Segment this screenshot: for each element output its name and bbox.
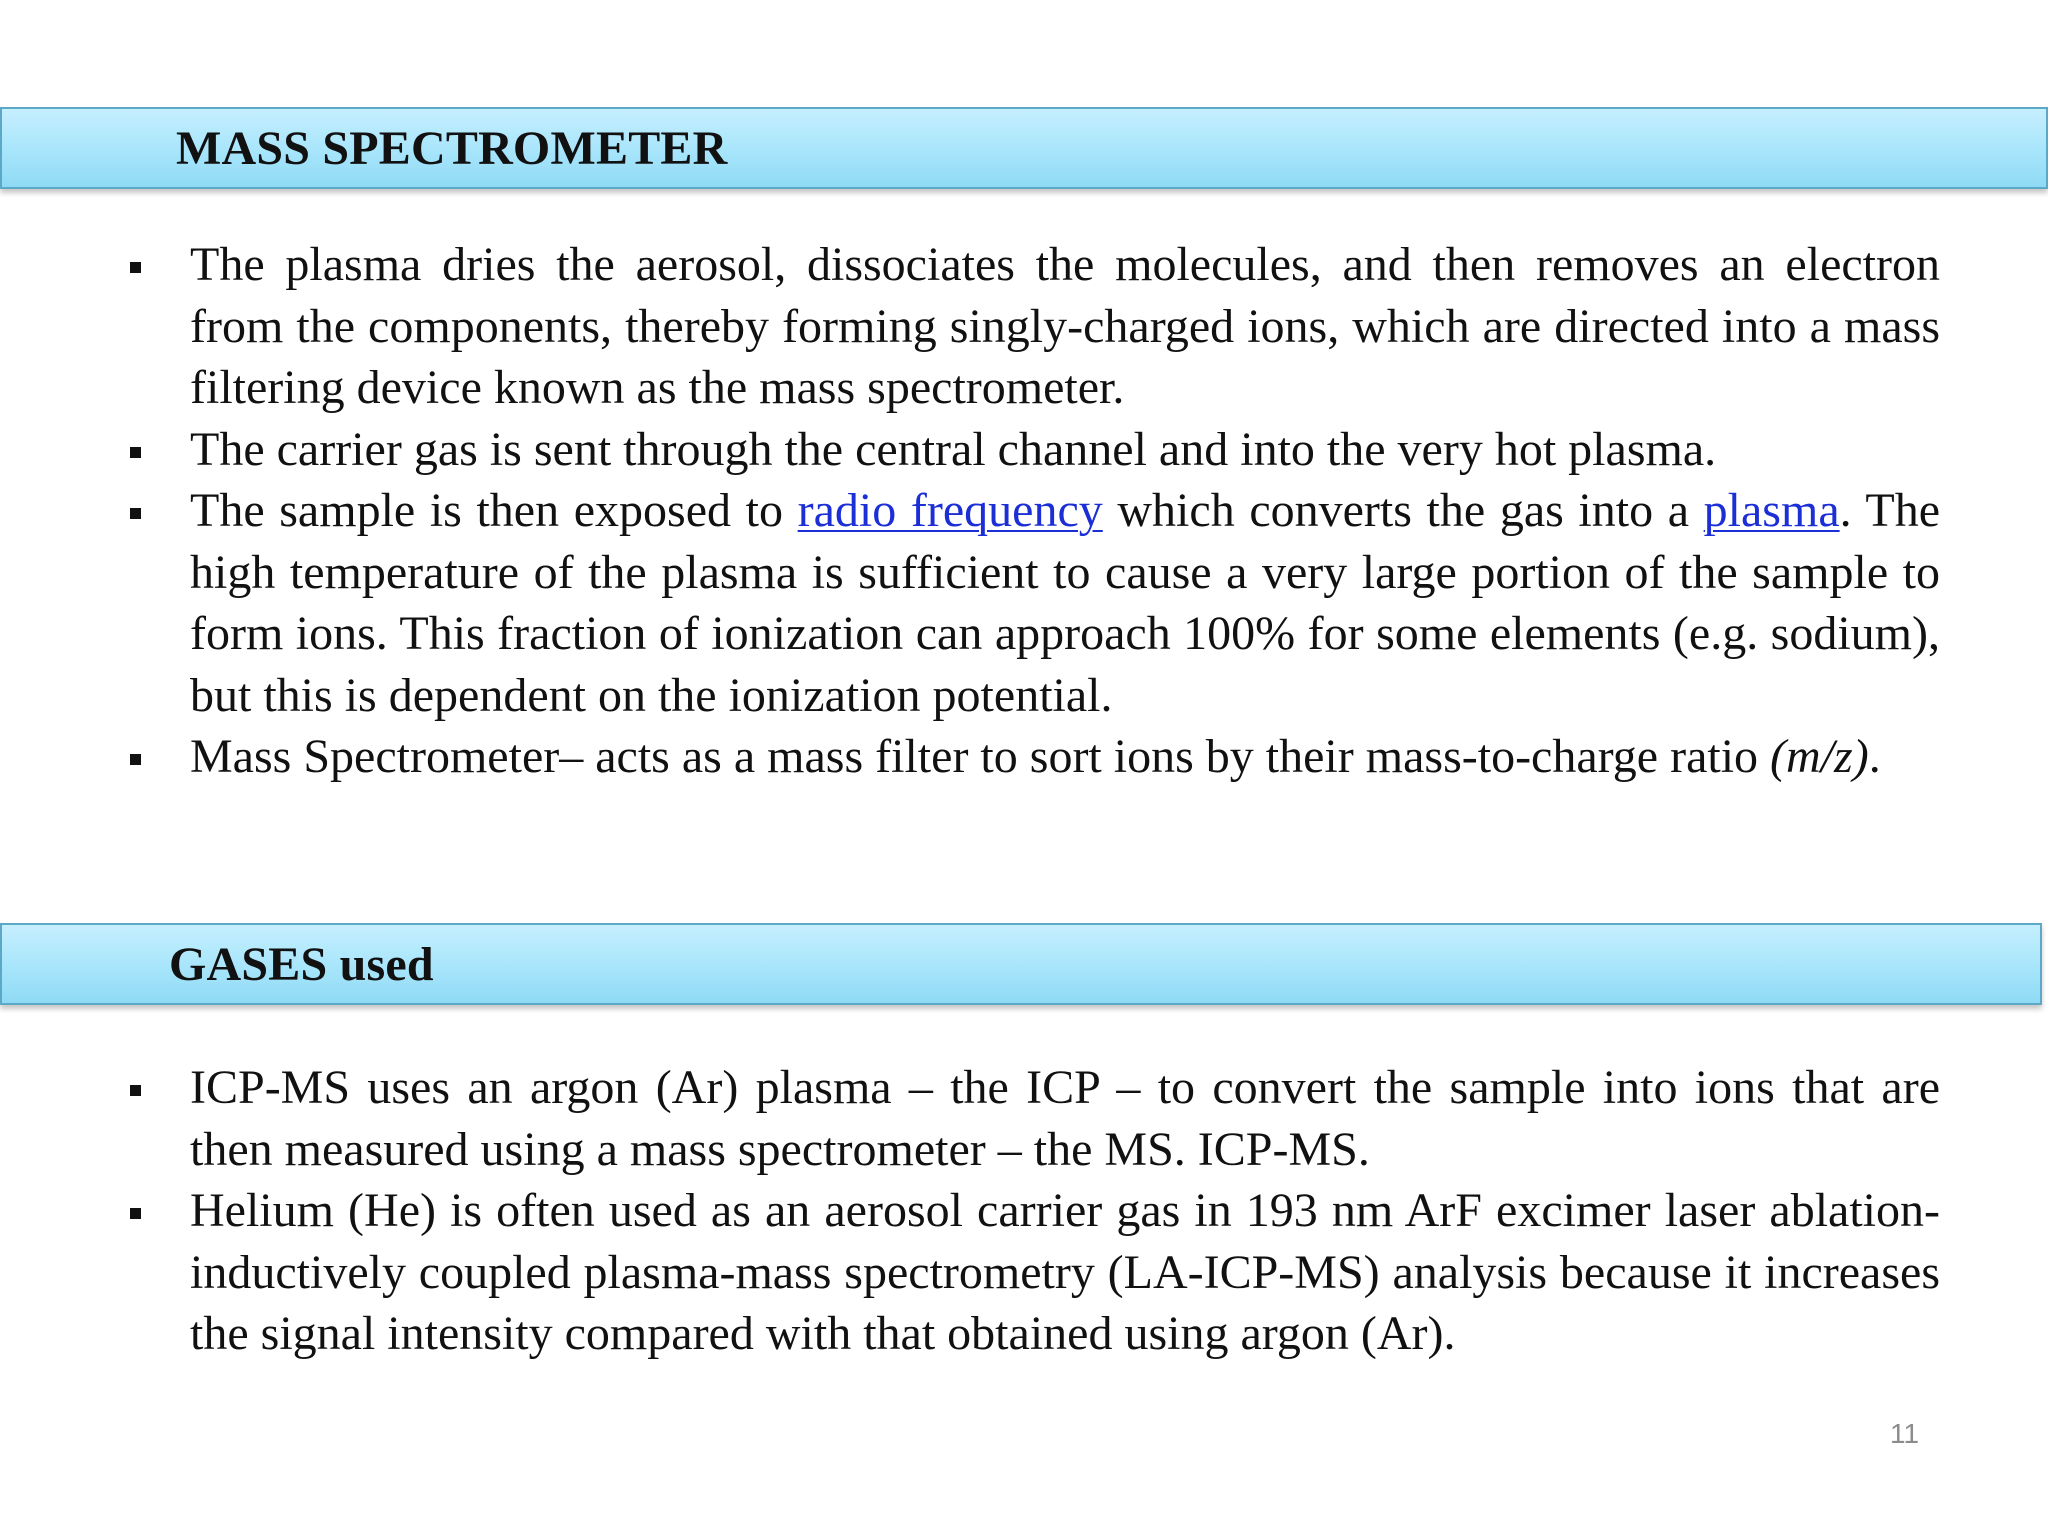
bullet-text-part: . The high temperature of the plasma is sufficient to cause a very large portion of the sample to form ions. This fraction of ionization can approach 100% for some elements (e.g. sodium), but this is dependent on the ionization potential. [190, 484, 1941, 722]
square-bullet-icon [130, 262, 141, 273]
list-item [190, 419, 1940, 481]
square-bullet-icon [130, 1085, 141, 1096]
square-bullet-icon [130, 447, 141, 458]
section-title: MASS SPECTROMETER [176, 122, 728, 175]
square-bullet-icon [130, 754, 141, 765]
list-item [190, 726, 1940, 788]
radio-frequency-link[interactable]: radio frequency [797, 484, 1103, 537]
square-bullet-icon [130, 508, 141, 519]
list-item [190, 1057, 1940, 1180]
list-item [190, 1180, 1940, 1365]
bullet-text: The plasma dries the aerosol, dissociates the molecules, and then removes an electron from the components, thereby forming singly-charged ions, which are directed into a mass filtering device known as the mass spectrometer. [190, 238, 1940, 414]
bullet-text: Helium (He) is often used as an aerosol carrier gas in 193 nm ArF excimer laser ablation-inductively coupled plasma-mass spectrometry (LA-ICP-MS) analysis because it increases the signal intensity compared with that obtained using argon (Ar). [190, 1184, 1940, 1360]
bullet-text-part: The sample is then exposed to [190, 484, 798, 537]
section-title: GASES used [169, 938, 434, 991]
bullet-text-part: which converts the gas into a [1102, 484, 1704, 537]
list-item [190, 234, 1940, 419]
plasma-link[interactable]: plasma [1703, 484, 1840, 537]
bullet-text: ICP-MS uses an argon (Ar) plasma – the ICP – to convert the sample into ions that are then measured using a mass spectrometer – the MS. ICP-MS. [190, 1061, 1940, 1176]
bullet-text-part: Mass Spectrometer– acts as a mass filter to sort ions by their mass-to-charge ratio [190, 730, 1771, 783]
mz-ratio-text: (m/z) [1770, 730, 1869, 783]
bullet-text: The carrier gas is sent through the central channel and into the very hot plasma. [190, 422, 1717, 476]
bullet-list-mass-spectrometer [190, 234, 1940, 788]
section-header-mass-spectrometer [0, 107, 2048, 189]
section-header-gases-used [0, 923, 2042, 1005]
list-item [190, 480, 1940, 726]
square-bullet-icon [130, 1208, 141, 1219]
bullet-text-part: . [1868, 730, 1881, 783]
bullet-list-gases-used [190, 1057, 1940, 1365]
page-number: 11 [1890, 1418, 1920, 1449]
